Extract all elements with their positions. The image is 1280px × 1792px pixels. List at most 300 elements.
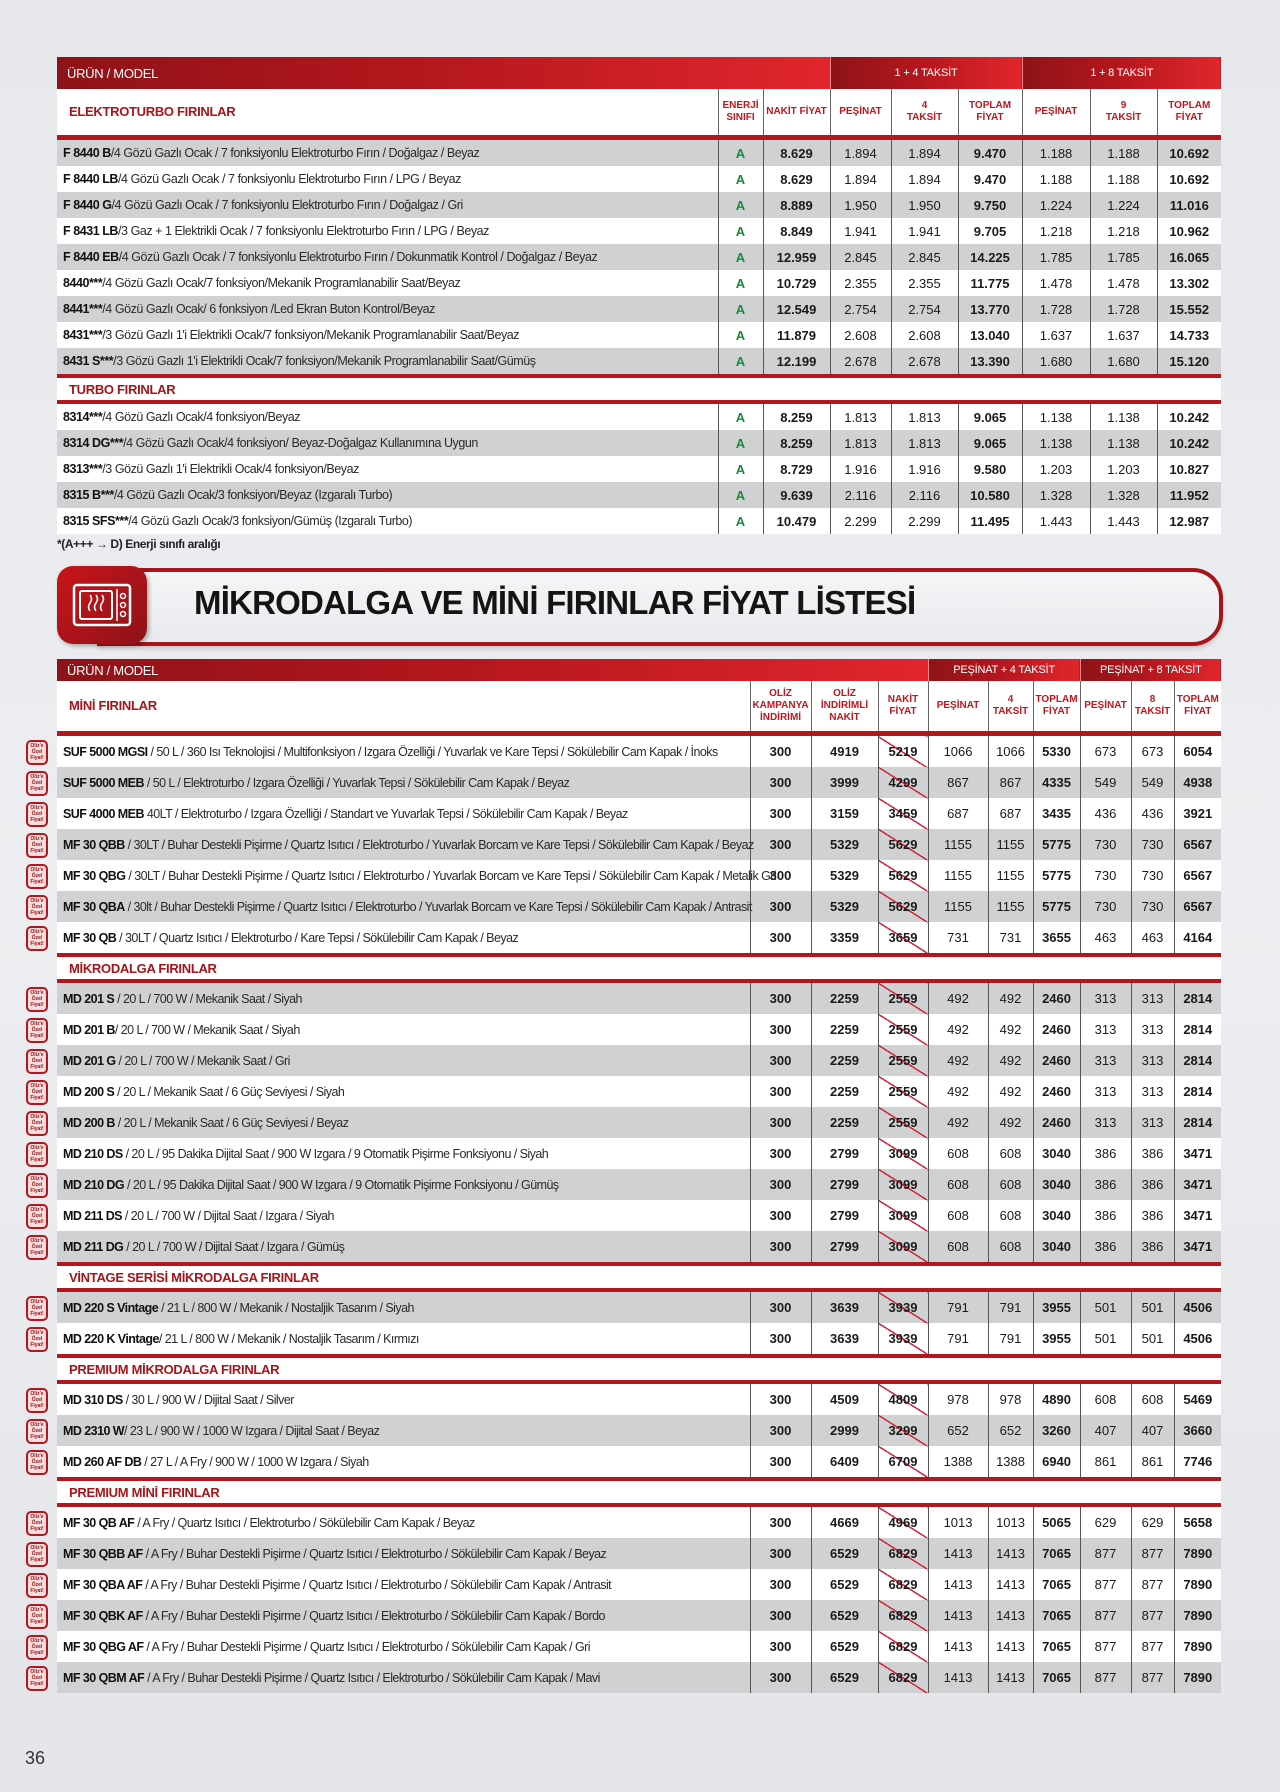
- product-row: [57, 482, 1221, 508]
- discounted-cash-price: 2799: [811, 1169, 878, 1200]
- energy-class: A: [718, 402, 763, 430]
- total-price: 9.065: [958, 430, 1022, 456]
- down-payment: 629: [1080, 1505, 1131, 1538]
- column-header: TOPLAM FİYAT: [1157, 89, 1221, 138]
- campaign-discount: 300: [750, 1014, 811, 1045]
- product-model: 8314***: [63, 410, 103, 424]
- total-price: 13.770: [958, 296, 1022, 322]
- column-header: 8 TAKSİT: [1131, 681, 1174, 734]
- product-cell: [57, 244, 718, 270]
- total-price: 2460: [1033, 1107, 1080, 1138]
- product-row: [57, 891, 1221, 922]
- installment: 1.916: [891, 456, 958, 482]
- product-row: [57, 1382, 1221, 1415]
- old-cash-price: 4969: [878, 1505, 928, 1538]
- installment: 492: [988, 1045, 1033, 1076]
- discounted-cash-price: 4919: [811, 734, 878, 768]
- cash-price: 8.629: [763, 138, 830, 167]
- installment: 1.188: [1090, 138, 1157, 167]
- installment: 1.203: [1090, 456, 1157, 482]
- total-price: 10.242: [1157, 402, 1221, 430]
- product-description: /4 Gözü Gazlı Ocak / 7 fonksiyonlu Elektroturbo Fırın / LPG / Beyaz: [118, 172, 461, 186]
- column-header: PEŞİNAT: [1080, 681, 1131, 734]
- product-description: /4 Gözü Gazlı Ocak/3 fonksiyon/Beyaz (Izgaralı Turbo): [113, 488, 393, 502]
- discounted-cash-price: 4509: [811, 1382, 878, 1415]
- installment: 2.678: [891, 348, 958, 376]
- installment: 1.188: [1090, 166, 1157, 192]
- installment: 492: [988, 981, 1033, 1014]
- campaign-discount: 300: [750, 1382, 811, 1415]
- energy-class: A: [718, 138, 763, 167]
- product-cell: [30, 1076, 750, 1107]
- special-price-badge: Oliz'e Özel Fiyat!: [26, 1604, 48, 1629]
- cash-price: 8.259: [763, 430, 830, 456]
- total-price: 14.733: [1157, 322, 1221, 348]
- total-price: 7065: [1033, 1631, 1080, 1662]
- product-cell: [30, 1323, 750, 1356]
- down-payment: 608: [928, 1231, 988, 1264]
- installment: 791: [988, 1323, 1033, 1356]
- down-payment: 492: [928, 981, 988, 1014]
- special-price-badge: Oliz'e Özel Fiyat!: [26, 740, 48, 765]
- campaign-discount: 300: [750, 1415, 811, 1446]
- installment: 2.845: [891, 244, 958, 270]
- product-row: [57, 296, 1221, 322]
- installment: 1.813: [891, 430, 958, 456]
- campaign-discount: 300: [750, 1505, 811, 1538]
- down-payment: 608: [1080, 1382, 1131, 1415]
- campaign-discount: 300: [750, 767, 811, 798]
- installment: 1155: [988, 829, 1033, 860]
- total-price: 3435: [1033, 798, 1080, 829]
- discounted-cash-price: 3639: [811, 1323, 878, 1356]
- product-description: / 20 L / 700 W / Mekanik Saat / Gri: [115, 1053, 290, 1068]
- down-payment: 791: [928, 1323, 988, 1356]
- discounted-cash-price: 2799: [811, 1200, 878, 1231]
- discounted-cash-price: 5329: [811, 860, 878, 891]
- total-price: 7065: [1033, 1662, 1080, 1693]
- down-payment: 1155: [928, 829, 988, 860]
- campaign-discount: 300: [750, 1538, 811, 1569]
- section-banner: [57, 566, 1223, 644]
- down-payment: 386: [1080, 1231, 1131, 1264]
- down-payment: 1.894: [830, 138, 891, 167]
- campaign-discount: 300: [750, 891, 811, 922]
- product-description: / A Fry / Buhar Destekli Pişirme / Quartz Isıtıcı / Elektroturbo / Sökülebilir Cam Kapak / Antrasit: [142, 1577, 612, 1592]
- product-model: MF 30 QBM AF: [63, 1670, 145, 1685]
- installment: 608: [988, 1138, 1033, 1169]
- energy-class: A: [718, 218, 763, 244]
- product-cell: [57, 296, 718, 322]
- old-cash-price: 2559: [878, 1107, 928, 1138]
- installment: 877: [1131, 1631, 1174, 1662]
- installment: 2.116: [891, 482, 958, 508]
- installment: 1.224: [1090, 192, 1157, 218]
- total-price: 3921: [1174, 798, 1221, 829]
- energy-class: A: [718, 270, 763, 296]
- special-price-badge: Oliz'e Özel Fiyat!: [26, 833, 48, 858]
- total-price: 3260: [1033, 1415, 1080, 1446]
- total-price: 3955: [1033, 1290, 1080, 1323]
- down-payment: 1.138: [1022, 402, 1090, 430]
- energy-class: A: [718, 456, 763, 482]
- old-cash-price: 6829: [878, 1662, 928, 1693]
- campaign-discount: 300: [750, 1107, 811, 1138]
- down-payment: 407: [1080, 1415, 1131, 1446]
- product-cell: [57, 402, 718, 430]
- product-model: 8431***: [63, 328, 103, 342]
- product-cell: [30, 1138, 750, 1169]
- product-row: [57, 1076, 1221, 1107]
- old-cash-price: 6709: [878, 1446, 928, 1479]
- product-cell: [30, 1014, 750, 1045]
- energy-class: A: [718, 166, 763, 192]
- down-payment: 1066: [928, 734, 988, 768]
- product-cell: [30, 1538, 750, 1569]
- total-price: 3660: [1174, 1415, 1221, 1446]
- product-description: 40LT / Elektroturbo / Izgara Özelliği / Standart ve Yuvarlak Tepsi / Sökülebilir Cam Kapak / Beyaz: [143, 806, 628, 821]
- section-header-row: [57, 955, 1221, 981]
- product-cell: [30, 1415, 750, 1446]
- campaign-discount: 300: [750, 1138, 811, 1169]
- product-model: F 8440 B: [63, 146, 111, 160]
- product-cell: [30, 1169, 750, 1200]
- special-price-badge: Oliz'e Özel Fiyat!: [26, 1327, 48, 1352]
- product-row: [57, 456, 1221, 482]
- old-cash-price: 3099: [878, 1169, 928, 1200]
- product-model: MD 220 K Vintage: [63, 1331, 159, 1346]
- total-price: 7890: [1174, 1538, 1221, 1569]
- energy-class: A: [718, 296, 763, 322]
- cash-price: 12.549: [763, 296, 830, 322]
- down-payment: 791: [928, 1290, 988, 1323]
- product-row: [57, 1169, 1221, 1200]
- installment: 313: [1131, 1045, 1174, 1076]
- product-description: / 50 L / Elektroturbo / Izgara Özelliği / Yuvarlak Tepsi / Sökülebilir Cam Kapak / Beyaz: [143, 775, 570, 790]
- installment: 1.478: [1090, 270, 1157, 296]
- product-description: / 21 L / 800 W / Mekanik / Nostaljik Tasarım / Kırmızı: [158, 1331, 419, 1346]
- product-cell: [30, 1631, 750, 1662]
- product-cell: [30, 1505, 750, 1538]
- total-price: 7890: [1174, 1600, 1221, 1631]
- installment: 1.637: [1090, 322, 1157, 348]
- special-price-badge: Oliz'e Özel Fiyat!: [26, 1204, 48, 1229]
- discounted-cash-price: 2799: [811, 1138, 878, 1169]
- down-payment: 1.813: [830, 430, 891, 456]
- product-row: [57, 1600, 1221, 1631]
- product-model: MD 220 S Vintage: [63, 1300, 159, 1315]
- special-price-badge: Oliz'e Özel Fiyat!: [26, 1018, 48, 1043]
- product-description: / A Fry / Buhar Destekli Pişirme / Quartz Isıtıcı / Elektroturbo / Sökülebilir Cam Kapak / Gri: [143, 1639, 590, 1654]
- section-header-row: [57, 376, 1221, 402]
- product-row: [57, 270, 1221, 296]
- campaign-discount: 300: [750, 1446, 811, 1479]
- down-payment: 730: [1080, 860, 1131, 891]
- column-header: 9 TAKSİT: [1090, 89, 1157, 138]
- total-price: 10.962: [1157, 218, 1221, 244]
- product-description: /3 Gaz + 1 Elektrikli Ocak / 7 fonksiyonlu Elektroturbo Fırın / LPG / Beyaz: [118, 224, 489, 238]
- product-cell: [57, 508, 718, 534]
- product-cell: [57, 456, 718, 482]
- product-description: / 20 L / 700 W / Mekanik Saat / Siyah: [114, 1022, 300, 1037]
- old-cash-price: 3939: [878, 1323, 928, 1356]
- total-price: 13.302: [1157, 270, 1221, 296]
- down-payment: 1.637: [1022, 322, 1090, 348]
- installment: 608: [1131, 1382, 1174, 1415]
- installment: 1.813: [891, 402, 958, 430]
- installment: 313: [1131, 1014, 1174, 1045]
- old-cash-price: 5629: [878, 829, 928, 860]
- down-payment: 386: [1080, 1138, 1131, 1169]
- total-price: 2814: [1174, 1014, 1221, 1045]
- total-price: 3471: [1174, 1138, 1221, 1169]
- total-price: 4890: [1033, 1382, 1080, 1415]
- discounted-cash-price: 6409: [811, 1446, 878, 1479]
- installment: 608: [988, 1200, 1033, 1231]
- product-model: MF 30 QBG AF: [63, 1639, 144, 1654]
- special-price-badge: Oliz'e Özel Fiyat!: [26, 1142, 48, 1167]
- cash-price: 8.259: [763, 402, 830, 430]
- section-title: TURBO FIRINLAR: [57, 376, 1221, 402]
- total-price: 2460: [1033, 981, 1080, 1014]
- installment: 436: [1131, 798, 1174, 829]
- installment: 1388: [988, 1446, 1033, 1479]
- total-price: 3471: [1174, 1231, 1221, 1264]
- oven-price-table: [57, 57, 1221, 534]
- total-price: 7065: [1033, 1600, 1080, 1631]
- special-price-badge: Oliz'e Özel Fiyat!: [26, 987, 48, 1012]
- product-cell: [30, 922, 750, 955]
- product-row: [57, 430, 1221, 456]
- product-description: /3 Gözü Gazlı 1'i Elektrikli Ocak/4 fonksiyon/Beyaz: [102, 462, 359, 476]
- product-row: [57, 138, 1221, 167]
- discounted-cash-price: 2799: [811, 1231, 878, 1264]
- product-description: /4 Gözü Gazlı Ocak/3 fonksiyon/Gümüş (Izgaralı Turbo): [128, 514, 413, 528]
- product-row: [57, 1014, 1221, 1045]
- total-price: 15.120: [1157, 348, 1221, 376]
- total-price: 3040: [1033, 1200, 1080, 1231]
- total-price: 2460: [1033, 1045, 1080, 1076]
- product-model: 8313***: [63, 462, 103, 476]
- total-price: 3040: [1033, 1231, 1080, 1264]
- special-price-badge: Oliz'e Özel Fiyat!: [26, 1111, 48, 1136]
- product-cell: [30, 1662, 750, 1693]
- special-price-badge: Oliz'e Özel Fiyat!: [26, 1635, 48, 1660]
- down-payment: 313: [1080, 1107, 1131, 1138]
- installment: 492: [988, 1076, 1033, 1107]
- discounted-cash-price: 3639: [811, 1290, 878, 1323]
- campaign-discount: 300: [750, 922, 811, 955]
- campaign-discount: 300: [750, 860, 811, 891]
- total-price: 2814: [1174, 1045, 1221, 1076]
- product-description: /4 Gözü Gazlı Ocak / 7 fonksiyonlu Elektroturbo Fırın / Dokunmatik Kontrol / Doğalgaz / Beyaz: [118, 250, 598, 264]
- product-model: 8440***: [63, 276, 103, 290]
- old-cash-price: 6829: [878, 1538, 928, 1569]
- column-header: OLİZ İNDİRİMLİ NAKİT: [811, 681, 878, 734]
- installment: 549: [1131, 767, 1174, 798]
- product-cell: [57, 192, 718, 218]
- total-price: 4164: [1174, 922, 1221, 955]
- section-title: MİNİ FIRINLAR: [57, 681, 750, 734]
- discounted-cash-price: 2259: [811, 981, 878, 1014]
- installment: 407: [1131, 1415, 1174, 1446]
- installment: 2.355: [891, 270, 958, 296]
- special-price-badge: Oliz'e Özel Fiyat!: [26, 926, 48, 951]
- product-row: [57, 1231, 1221, 1264]
- old-cash-price: 5629: [878, 860, 928, 891]
- total-price: 3655: [1033, 922, 1080, 955]
- total-price: 3955: [1033, 1323, 1080, 1356]
- discounted-cash-price: 3999: [811, 767, 878, 798]
- down-payment: 1413: [928, 1538, 988, 1569]
- old-cash-price: 5219: [878, 734, 928, 768]
- installment: 313: [1131, 1076, 1174, 1107]
- installment: 1155: [988, 891, 1033, 922]
- down-payment: 877: [1080, 1569, 1131, 1600]
- old-cash-price: 5629: [878, 891, 928, 922]
- product-model: MF 30 QBB: [63, 837, 125, 852]
- down-payment: 2.116: [830, 482, 891, 508]
- product-model: MF 30 QBA AF: [63, 1577, 143, 1592]
- campaign-discount: 300: [750, 981, 811, 1014]
- total-price: 10.827: [1157, 456, 1221, 482]
- down-payment: 1.813: [830, 402, 891, 430]
- product-model-header: ÜRÜN / MODEL: [57, 57, 830, 89]
- microwave-icon: [57, 566, 147, 644]
- product-row: [57, 860, 1221, 891]
- old-cash-price: 3939: [878, 1290, 928, 1323]
- total-price: 12.987: [1157, 508, 1221, 534]
- total-price: 7890: [1174, 1662, 1221, 1693]
- down-payment: 1413: [928, 1569, 988, 1600]
- discounted-cash-price: 2259: [811, 1045, 878, 1076]
- down-payment: 1413: [928, 1600, 988, 1631]
- total-price: 2814: [1174, 981, 1221, 1014]
- total-price: 5658: [1174, 1505, 1221, 1538]
- old-cash-price: 6829: [878, 1569, 928, 1600]
- installment: 687: [988, 798, 1033, 829]
- product-description: / A Fry / Buhar Destekli Pişirme / Quartz Isıtıcı / Elektroturbo / Sökülebilir Cam Kapak / Mavi: [144, 1670, 600, 1685]
- total-price: 9.470: [958, 166, 1022, 192]
- total-price: 11.495: [958, 508, 1022, 534]
- installment: 386: [1131, 1200, 1174, 1231]
- down-payment: 1155: [928, 860, 988, 891]
- special-price-badge: Oliz'e Özel Fiyat!: [26, 1542, 48, 1567]
- down-payment: 673: [1080, 734, 1131, 768]
- old-cash-price: 3659: [878, 922, 928, 955]
- total-price: 13.390: [958, 348, 1022, 376]
- product-model: MF 30 QB AF: [63, 1515, 135, 1530]
- product-description: / 20 L / 700 W / Dijital Saat / Izgara / Siyah: [121, 1208, 334, 1223]
- down-payment: 730: [1080, 829, 1131, 860]
- product-cell: [30, 1600, 750, 1631]
- total-price: 9.705: [958, 218, 1022, 244]
- installment: 492: [988, 1107, 1033, 1138]
- product-row: [57, 348, 1221, 376]
- product-cell: [30, 829, 754, 860]
- total-price: 5065: [1033, 1505, 1080, 1538]
- product-row: [57, 244, 1221, 270]
- product-model: MD 310 DS: [63, 1392, 123, 1407]
- installment: 492: [988, 1014, 1033, 1045]
- campaign-discount: 300: [750, 1569, 811, 1600]
- product-description: / 20 L / 95 Dakika Dijital Saat / 900 W Izgara / 9 Otomatik Pişirme Fonksiyonu / Siyah: [122, 1146, 549, 1161]
- down-payment: 1.680: [1022, 348, 1090, 376]
- special-price-badge: Oliz'e Özel Fiyat!: [26, 802, 48, 827]
- product-model: MF 30 QBK AF: [63, 1608, 143, 1623]
- special-price-badge: Oliz'e Özel Fiyat!: [26, 1388, 48, 1413]
- product-model: 8431 S***: [63, 354, 114, 368]
- down-payment: 861: [1080, 1446, 1131, 1479]
- down-payment: 1.203: [1022, 456, 1090, 482]
- installment: 1.941: [891, 218, 958, 244]
- product-row: [57, 1569, 1221, 1600]
- special-price-badge: Oliz'e Özel Fiyat!: [26, 1296, 48, 1321]
- product-description: / 30LT / Quartz Isıtıcı / Elektroturbo / Kare Tepsi / Sökülebilir Cam Kapak / Beyaz: [116, 930, 519, 945]
- installment: 501: [1131, 1323, 1174, 1356]
- total-price: 11.016: [1157, 192, 1221, 218]
- installment: 1155: [988, 860, 1033, 891]
- cash-price: 9.639: [763, 482, 830, 508]
- cash-price: 8.889: [763, 192, 830, 218]
- product-cell: [30, 1569, 750, 1600]
- product-model-header: ÜRÜN / MODEL: [57, 659, 928, 681]
- product-model: SUF 4000 MEB: [63, 806, 144, 821]
- product-model: 8441***: [63, 302, 103, 316]
- product-row: [57, 1107, 1221, 1138]
- down-payment: 1.218: [1022, 218, 1090, 244]
- installment: 313: [1131, 1107, 1174, 1138]
- product-model: MD 201 S: [63, 991, 115, 1006]
- product-cell: [30, 981, 750, 1014]
- total-price: 10.580: [958, 482, 1022, 508]
- campaign-discount: 300: [750, 798, 811, 829]
- old-cash-price: 4809: [878, 1382, 928, 1415]
- product-model: F 8440 EB: [63, 250, 119, 264]
- old-cash-price: 6829: [878, 1631, 928, 1662]
- column-header: TOPLAM FİYAT: [1033, 681, 1080, 734]
- installment: 386: [1131, 1169, 1174, 1200]
- cash-price: 12.199: [763, 348, 830, 376]
- column-header: OLİZ KAMPANYA İNDİRİMİ: [750, 681, 811, 734]
- product-description: /4 Gözü Gazlı Ocak/ 6 fonksiyon /Led Ekran Buton Kontrol/Beyaz: [102, 302, 435, 316]
- total-price: 6567: [1174, 891, 1221, 922]
- installment: 1.894: [891, 138, 958, 167]
- product-description: / A Fry / Quartz Isıtıcı / Elektroturbo / Sökülebilir Cam Kapak / Beyaz: [134, 1515, 475, 1530]
- section-title: MİKRODALGA FIRINLAR: [57, 955, 1221, 981]
- column-header: TOPLAM FİYAT: [1174, 681, 1221, 734]
- old-cash-price: 3099: [878, 1138, 928, 1169]
- installment: 1.894: [891, 166, 958, 192]
- total-price: 2460: [1033, 1014, 1080, 1045]
- down-payment: 2.754: [830, 296, 891, 322]
- down-payment: 492: [928, 1107, 988, 1138]
- product-model: MD 210 DS: [63, 1146, 123, 1161]
- installment: 1.443: [1090, 508, 1157, 534]
- energy-class: A: [718, 508, 763, 534]
- product-model: MD 2310 W: [63, 1423, 125, 1438]
- product-description: / 21 L / 800 W / Mekanik / Nostaljik Tasarım / Siyah: [158, 1300, 414, 1315]
- total-price: 9.065: [958, 402, 1022, 430]
- old-cash-price: 3099: [878, 1231, 928, 1264]
- total-price: 7890: [1174, 1631, 1221, 1662]
- energy-class: A: [718, 192, 763, 218]
- product-row: [57, 322, 1221, 348]
- down-payment: 687: [928, 798, 988, 829]
- product-description: / 20 L / Mekanik Saat / 6 Güç Seviyesi / Siyah: [114, 1084, 345, 1099]
- total-price: 15.552: [1157, 296, 1221, 322]
- discounted-cash-price: 2999: [811, 1415, 878, 1446]
